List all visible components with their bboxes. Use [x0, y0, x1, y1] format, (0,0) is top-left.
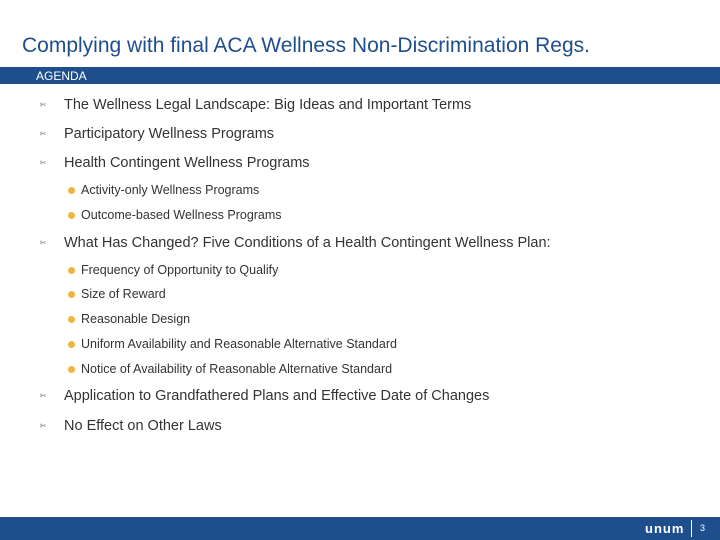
sub-bullet-dot-icon — [68, 366, 75, 373]
agenda-subitem-text: Reasonable Design — [81, 312, 191, 326]
sub-bullet-dot-icon — [68, 316, 75, 323]
agenda-item — [40, 97, 471, 113]
page-number: 3 — [700, 523, 706, 533]
agenda-item — [40, 155, 310, 171]
agenda-item — [40, 418, 222, 434]
agenda-subitem — [68, 287, 166, 301]
agenda-subitem — [68, 208, 282, 222]
sub-bullet-dot-icon — [68, 291, 75, 298]
agenda-item-text: Health Contingent Wellness Programs — [64, 155, 310, 171]
slide-title: Complying with final ACA Wellness Non-Discrimination Regs. — [22, 34, 590, 57]
agenda-item-text: No Effect on Other Laws — [64, 418, 222, 434]
sub-bullet-dot-icon — [68, 187, 75, 194]
agenda-subitem — [68, 263, 278, 277]
section-label: AGENDA — [36, 68, 87, 83]
agenda-subitem-text: Frequency of Opportunity to Qualify — [81, 263, 279, 277]
sub-bullet-dot-icon — [68, 341, 75, 348]
scissors-bullet-icon: ✄ — [40, 131, 45, 138]
scissors-bullet-icon: ✄ — [40, 393, 45, 400]
agenda-subitem-text: Activity-only Wellness Programs — [81, 183, 260, 197]
agenda-subitem-text: Outcome-based Wellness Programs — [81, 208, 282, 222]
agenda-subitem — [68, 312, 190, 326]
agenda-item — [40, 388, 489, 404]
footer-bar — [0, 517, 720, 540]
agenda-subitem-text: Size of Reward — [81, 287, 166, 301]
sub-bullet-dot-icon — [68, 267, 75, 274]
agenda-item-text: What Has Changed? Five Conditions of a Health Contingent Wellness Plan: — [64, 235, 551, 251]
agenda-item-text: Application to Grandfathered Plans and Effective Date of Changes — [64, 388, 490, 404]
scissors-bullet-icon: ✄ — [40, 102, 45, 109]
agenda-item — [40, 126, 274, 142]
agenda-subitem-text: Notice of Availability of Reasonable Alternative Standard — [81, 362, 393, 376]
agenda-item-text: Participatory Wellness Programs — [64, 126, 275, 142]
sub-bullet-dot-icon — [68, 212, 75, 219]
agenda-subitem — [68, 337, 397, 351]
unum-logo: unum — [645, 521, 685, 536]
agenda-item-text: The Wellness Legal Landscape: Big Ideas and Important Terms — [64, 97, 472, 113]
agenda-item — [40, 235, 551, 251]
agenda-subitem — [68, 362, 392, 376]
agenda-subitem-text: Uniform Availability and Reasonable Alternative Standard — [81, 337, 397, 351]
agenda-subitem — [68, 183, 259, 197]
scissors-bullet-icon: ✄ — [40, 240, 45, 247]
scissors-bullet-icon: ✄ — [40, 160, 45, 167]
scissors-bullet-icon: ✄ — [40, 423, 45, 430]
footer-divider — [691, 520, 692, 537]
